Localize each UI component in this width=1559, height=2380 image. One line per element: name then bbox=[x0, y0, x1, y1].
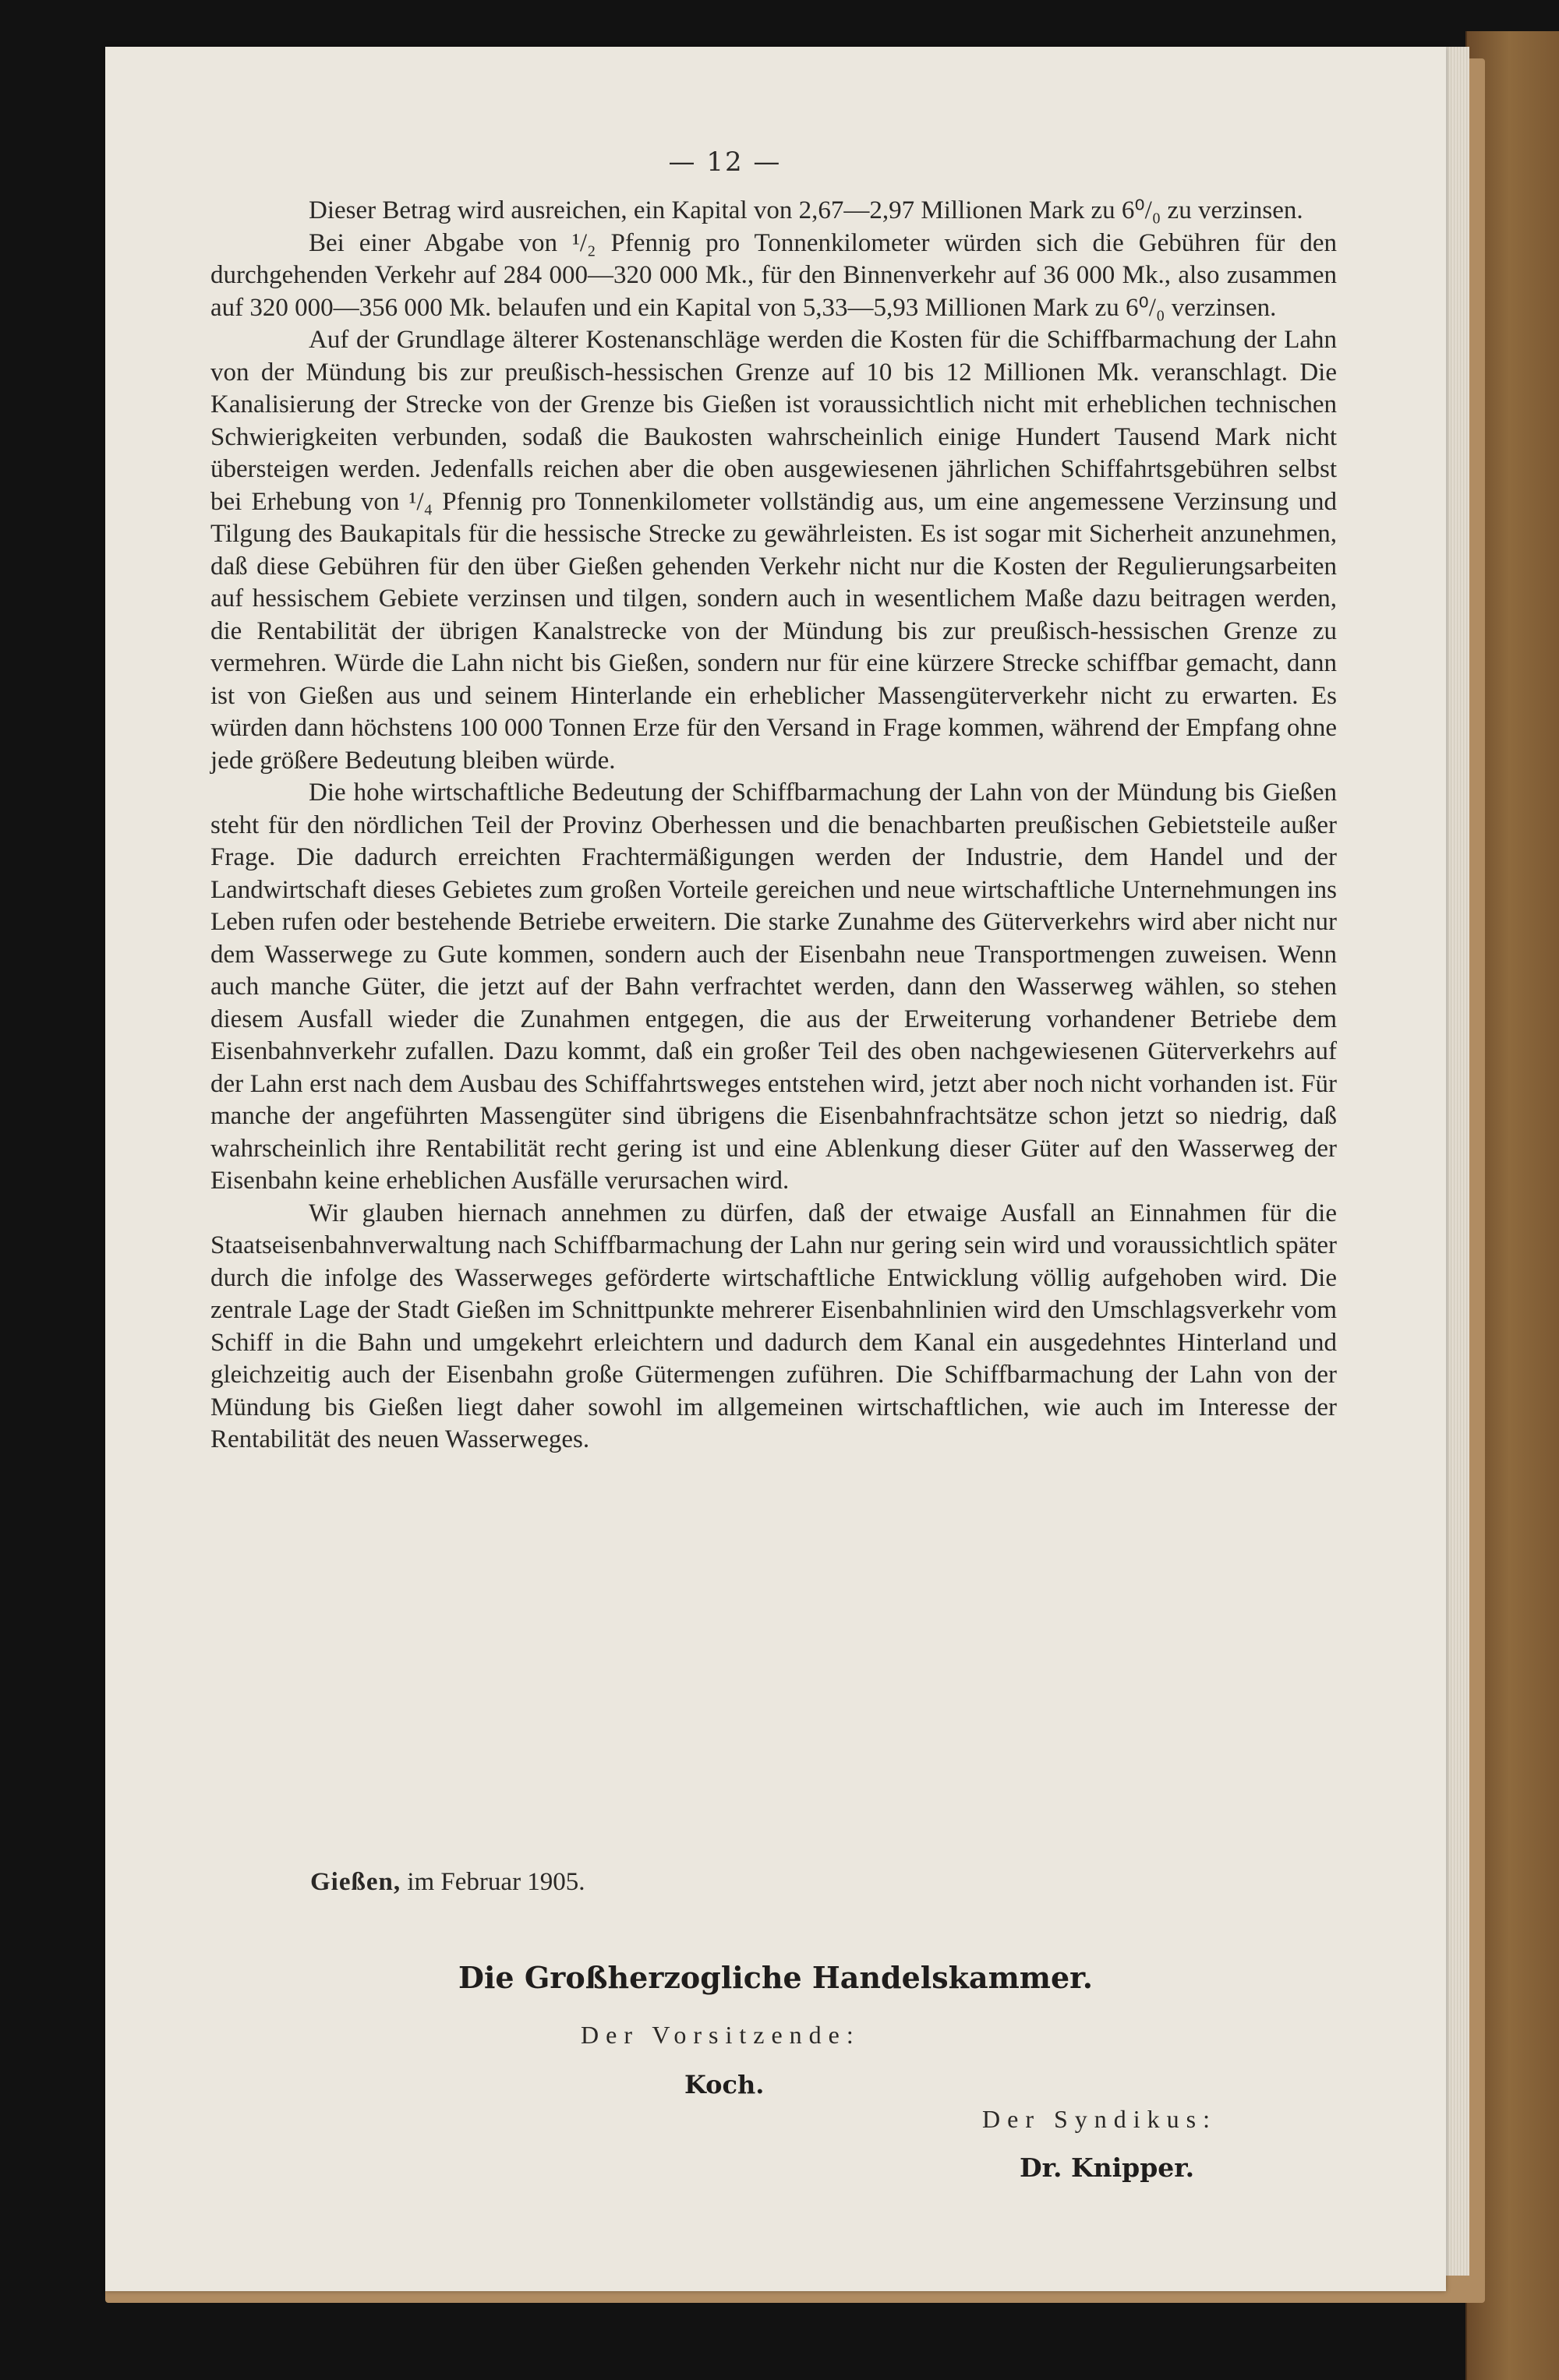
chair-title: Der Vorsitzende: bbox=[581, 2021, 861, 2049]
date: im Februar 1905. bbox=[407, 1868, 585, 1896]
paragraph: Wir glauben hiernach annehmen zu dürfen, daß der etwaige Ausfall an Einnahmen für die Staatseisenbahnverwaltung nach Schiffbarmachung der Lahn nur gering sein wird und voraussichtlich später durch die infolge des Wasserweges geförderte wirtschaftliche Entwicklung völlig aufgehoben wird. Die zentrale Lage der Stadt Gießen im Schnittpunkte mehrerer Eisenbahnlinien wird den Umschlagsverkehr vom Schiff in die Bahn und umgekehrt erleichtern und dadurch dem Kanal ein ausgedehntes Hinterland und gleichzeitig auch der Eisenbahn große Gütermengen zuführen. Die Schiffbarmachung der Lahn von der Mündung bis Gießen liegt daher sowohl im allgemeinen wirtschaftlichen, wie auch im Interesse der Rentabilität des neuen Wasserweges. bbox=[210, 1199, 1337, 1453]
chamber-heading: Die Großherzogliche Handelskammer. bbox=[458, 1960, 1093, 1995]
paragraph: Bei einer Abgabe von ¹/₂ Pfennig pro Tonnenkilometer würden sich die Gebühren für den durchgehenden Verkehr auf 284 000—320 000 Mk., für den Binnenverkehr auf 36 000 Mk., also zusammen auf 320 000—356 000 Mk. belaufen und ein Kapital von 5,33—5,93 Millionen Mark zu 6⁰/₀ verzinsen. bbox=[210, 228, 1337, 322]
page-number: — 12 — bbox=[668, 147, 782, 178]
document-page bbox=[105, 47, 1446, 2291]
place-date-line bbox=[310, 1868, 585, 1897]
chair-signature: Koch. bbox=[684, 2070, 765, 2099]
body-text bbox=[210, 195, 1337, 1457]
paragraph: Auf der Grundlage älterer Kostenanschläge werden die Kosten für die Schiffbarmachung der Lahn von der Mündung bis zur preußisch-hessischen Grenze auf 10 bis 12 Millionen Mk. veranschlagt. Die Kanalisierung der Strecke von der Grenze bis Gießen ist voraussichtlich nicht mit erheblichen technischen Schwierigkeiten verbunden, sodaß die Baukosten wahrscheinlich einige Hundert Tausend Mark nicht übersteigen werden. Jedenfalls reichen aber die oben ausgewiesenen jährlichen Schiffahrtsgebühren selbst bei Erhebung von ¹/₄ Pfennig pro Tonnenkilometer vollständig aus, um eine angemessene Verzinsung und Tilgung des Baukapitals für die hessische Strecke zu gewährleisten. Es ist sogar mit Sicherheit anzunehmen, daß diese Gebühren für den über Gießen gehenden Verkehr nicht nur die Kosten der Regulierungsarbeiten auf hessischem Gebiete verzinsen und tilgen, sondern auch in wesentlichem Maße dazu beitragen werden, die Rentabilität der übrigen Kanalstrecke von der Mündung bis zur preußisch-hessischen Grenze zu vermehren. Würde die Lahn nicht bis Gießen, sondern nur für eine kürzere Strecke schiffbar gemacht, dann ist von Gießen aus und seinem Hinterlande ein erheblicher Massengüterverkehr nicht zu erwarten. Es würden dann höchstens 100 000 Tonnen Erze für den Versand in Frage kommen, während der Empfang ohne jede größere Bedeutung bleiben würde. bbox=[210, 326, 1337, 775]
paragraph: Die hohe wirtschaftliche Bedeutung der Schiffbarmachung der Lahn von der Mündung bis Gießen steht für den nördlichen Teil der Provinz Oberhessen und die benachbarten preußischen Gebietsteile außer Frage. Die dadurch erreichten Frachtermäßigungen werden der Industrie, dem Handel und der Landwirtschaft dieses Gebietes zum großen Vorteile gereichen und neue wirtschaftliche Unternehmungen ins Leben rufen oder bestehende Betriebe erweitern. Die starke Zunahme des Güterverkehrs wird aber nicht nur dem Wasserwege zu Gute kommen, sondern auch der Eisenbahn neue Transportmengen zuweisen. Wenn auch manche Güter, die jetzt auf der Bahn verfrachtet werden, dann den Wasserweg wählen, so stehen diesem Ausfall wieder die Zunahmen entgegen, die aus der Erweiterung vorhandener Betriebe dem Eisenbahnverkehr zufallen. Dazu kommt, daß ein großer Teil des oben nachgewiesenen Güterverkehrs auf der Lahn erst nach dem Ausbau des Schiffahrtsweges entstehen wird, jetzt aber noch nicht vorhanden ist. Für manche der angeführten Massengüter sind übrigens die Eisenbahnfrachtsätze schon jetzt so niedrig, daß wahrscheinlich ihre Rentabilität recht gering ist und eine Ablenkung dieser Güter auf den Wasserweg der Eisenbahn keine erheblichen Ausfälle verursachen wird. bbox=[210, 779, 1337, 1195]
paragraph: Dieser Betrag wird ausreichen, ein Kapital von 2,67—2,97 Millionen Mark zu 6⁰/₀ zu verzinsen. bbox=[309, 196, 1303, 224]
syndic-signature: Dr. Knipper. bbox=[1020, 2152, 1195, 2183]
syndic-title: Der Syndikus: bbox=[982, 2105, 1217, 2133]
place: Gießen, bbox=[310, 1868, 401, 1896]
